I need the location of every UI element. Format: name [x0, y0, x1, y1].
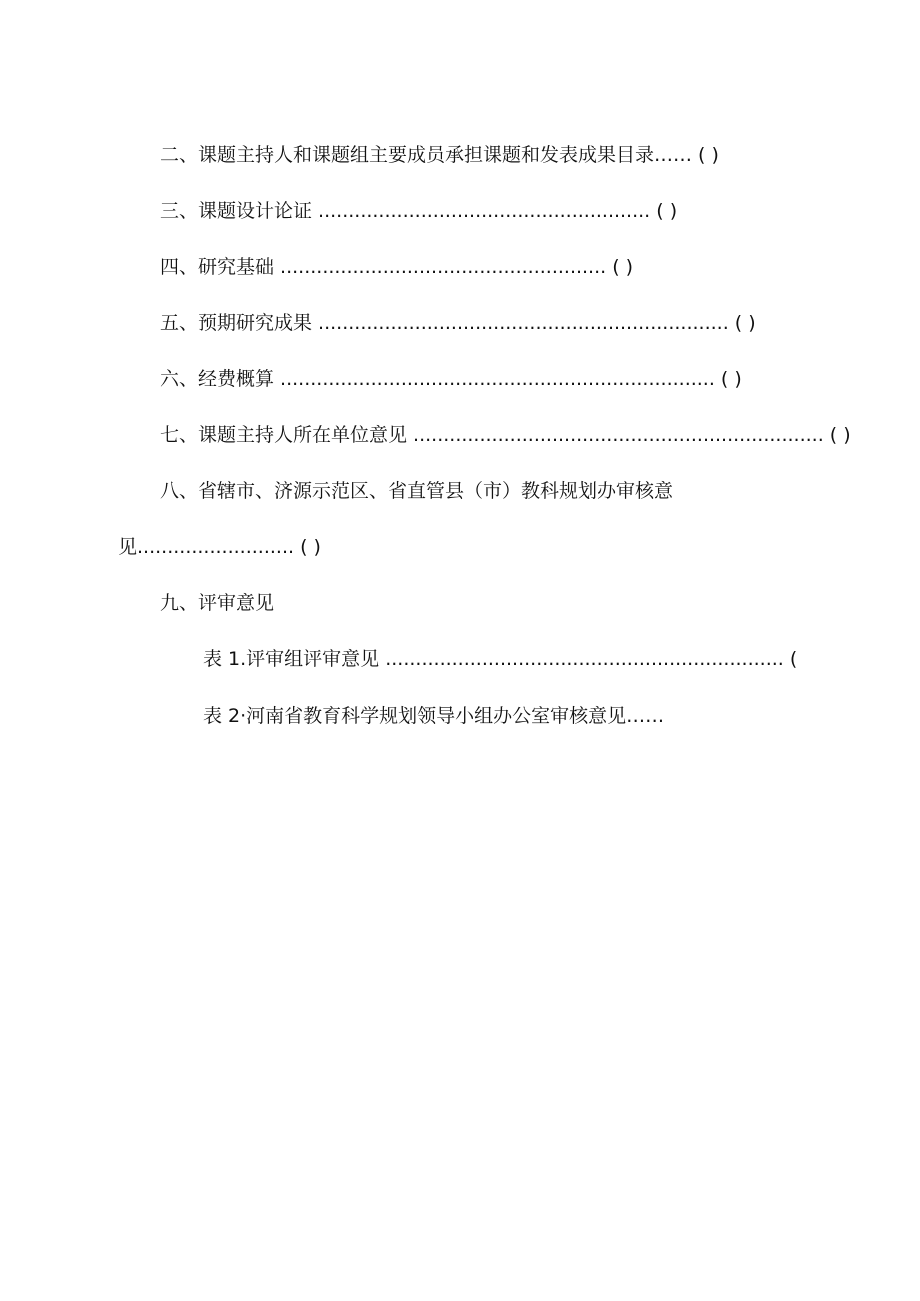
toc-item-6: 六、经费概算 ........................................................................ ( ) [160, 368, 742, 390]
toc-item-4: 四、研究基础 ...................................................... ( ) [160, 256, 634, 278]
toc-item-8-continued: 见.......................... ( ) [118, 536, 321, 558]
toc-item-8: 八、省辖市、济源示范区、省直管县（市）教科规划办审核意 [160, 480, 674, 502]
toc-item-7: 七、课题主持人所在单位意见 .................................................................... ( ) [160, 424, 851, 446]
toc-item-2: 二、课题主持人和课题组主要成员承担课题和发表成果目录…… ( ) [160, 144, 719, 166]
toc-item-3: 三、课题设计论证 ....................................................... ( ) [160, 200, 678, 222]
toc-item-5: 五、预期研究成果 .................................................................... ( ) [160, 312, 756, 334]
toc-subitem-table-1: 表 1.评审组评审意见 .................................................................. ( [203, 648, 798, 670]
toc-item-9: 九、评审意见 [160, 592, 275, 614]
toc-subitem-table-2: 表 2·河南省教育科学规划领导小组办公室审核意见…… [203, 705, 665, 727]
